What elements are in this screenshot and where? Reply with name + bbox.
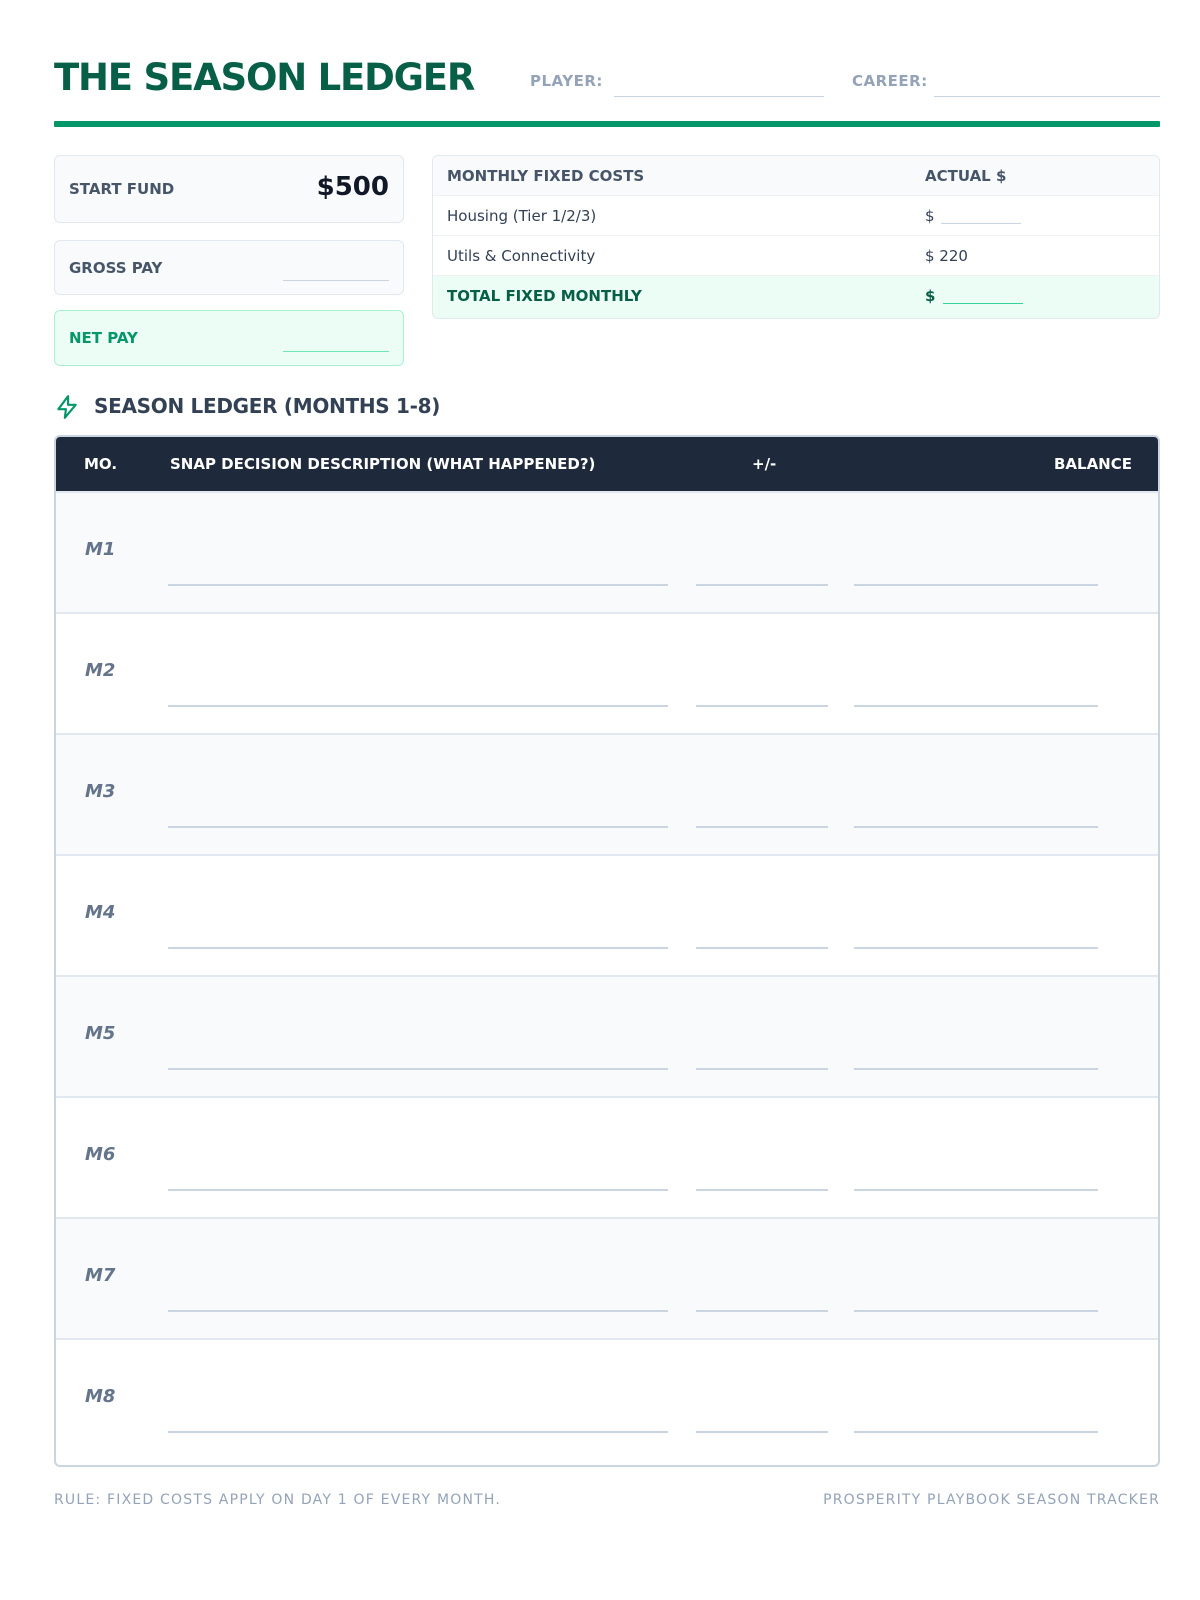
change-field[interactable] xyxy=(696,826,828,828)
change-field[interactable] xyxy=(696,1189,828,1191)
description-field[interactable] xyxy=(168,705,668,707)
table-row xyxy=(56,733,1158,854)
player-label: PLAYER: xyxy=(530,72,603,90)
footer-rule: RULE: FIXED COSTS APPLY ON DAY 1 OF EVERY MONTH. xyxy=(54,1492,502,1508)
ledger-section-label: SEASON LEDGER (MONTHS 1-8) xyxy=(94,394,441,418)
month-label: M2 xyxy=(85,660,116,681)
table-row xyxy=(56,975,1158,1096)
col-month: MO. xyxy=(84,455,118,473)
lightning-icon xyxy=(54,394,80,420)
page-header xyxy=(54,52,1160,100)
col-change: +/- xyxy=(752,455,777,473)
change-field[interactable] xyxy=(696,1310,828,1312)
change-field[interactable] xyxy=(696,947,828,949)
balance-field[interactable] xyxy=(854,1189,1098,1191)
balance-field[interactable] xyxy=(854,1310,1098,1312)
table-row xyxy=(56,1096,1158,1217)
balance-field[interactable] xyxy=(854,1431,1098,1433)
balance-field[interactable] xyxy=(854,1068,1098,1070)
table-row xyxy=(56,491,1158,612)
fixed-costs-table xyxy=(432,155,1160,319)
description-field[interactable] xyxy=(168,584,668,586)
start-fund-card xyxy=(54,155,404,223)
balance-field[interactable] xyxy=(854,826,1098,828)
month-label: M4 xyxy=(85,902,116,923)
total-fixed-row xyxy=(433,276,1159,319)
month-label: M3 xyxy=(85,781,116,802)
month-label: M5 xyxy=(85,1023,116,1044)
description-field[interactable] xyxy=(168,947,668,949)
total-fixed-value: $ xyxy=(925,287,936,305)
footer-brand: PROSPERITY PLAYBOOK SEASON TRACKER xyxy=(823,1492,1160,1508)
player-field[interactable] xyxy=(614,96,824,97)
housing-field[interactable] xyxy=(941,223,1021,224)
season-ledger-table xyxy=(54,435,1160,1467)
change-field[interactable] xyxy=(696,1431,828,1433)
fixed-costs-col-actual: ACTUAL $ xyxy=(925,167,1007,185)
career-label: CAREER: xyxy=(852,72,928,90)
balance-field[interactable] xyxy=(854,947,1098,949)
net-pay-field[interactable] xyxy=(283,351,389,352)
description-field[interactable] xyxy=(168,1189,668,1191)
table-row xyxy=(56,854,1158,975)
month-label: M1 xyxy=(85,539,116,560)
balance-field[interactable] xyxy=(854,584,1098,586)
description-field[interactable] xyxy=(168,1068,668,1070)
housing-value: $ xyxy=(925,207,935,225)
change-field[interactable] xyxy=(696,705,828,707)
month-label: M7 xyxy=(85,1265,116,1286)
month-label: M6 xyxy=(85,1144,116,1165)
total-fixed-field[interactable] xyxy=(943,303,1023,304)
utils-value: $ 220 xyxy=(925,247,968,265)
table-row xyxy=(56,1338,1158,1459)
fixed-costs-col-name: MONTHLY FIXED COSTS xyxy=(447,167,645,185)
balance-field[interactable] xyxy=(854,705,1098,707)
ledger-header-row xyxy=(56,437,1158,491)
page-title: THE SEASON LEDGER xyxy=(54,56,475,99)
header-divider xyxy=(54,121,1160,127)
total-fixed-label: TOTAL FIXED MONTHLY xyxy=(447,287,642,305)
start-fund-label: START FUND xyxy=(69,180,175,198)
gross-pay-label: GROSS PAY xyxy=(69,259,163,277)
col-description: SNAP DECISION DESCRIPTION (WHAT HAPPENED?) xyxy=(170,455,596,473)
fixed-costs-header xyxy=(433,156,1159,196)
start-fund-value: $500 xyxy=(316,172,389,202)
table-row xyxy=(433,236,1159,276)
description-field[interactable] xyxy=(168,826,668,828)
description-field[interactable] xyxy=(168,1310,668,1312)
table-row xyxy=(433,196,1159,236)
description-field[interactable] xyxy=(168,1431,668,1433)
housing-label: Housing (Tier 1/2/3) xyxy=(447,207,597,225)
table-row xyxy=(56,612,1158,733)
gross-pay-field[interactable] xyxy=(283,280,389,281)
table-row xyxy=(56,1217,1158,1338)
gross-pay-card xyxy=(54,240,404,295)
career-field[interactable] xyxy=(934,96,1160,97)
net-pay-label: NET PAY xyxy=(69,329,138,347)
col-balance: BALANCE xyxy=(1053,455,1132,473)
net-pay-card xyxy=(54,310,404,366)
change-field[interactable] xyxy=(696,584,828,586)
utils-label: Utils & Connectivity xyxy=(447,247,596,265)
change-field[interactable] xyxy=(696,1068,828,1070)
month-label: M8 xyxy=(85,1386,116,1407)
